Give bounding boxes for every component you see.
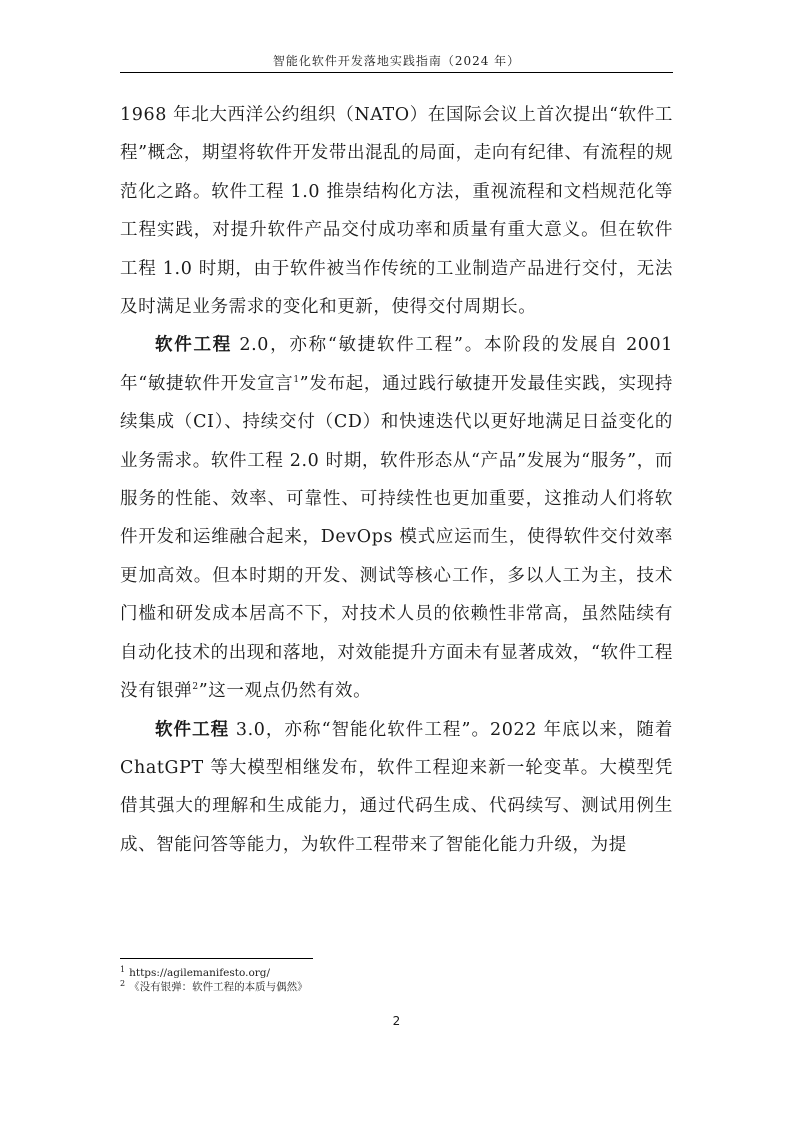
paragraph-3-text: 3.0，亦称“智能化软件工程”。2022 年底以来，随着 ChatGPT 等大模型相继发布，软件工程迎来新一轮变革。大模型凭借其强大的理解和生成能力，通过代码生成、代码续写、测试用例生成、智能问答等能力，为软件工程带来了智能化能力升级，为提 [120,719,673,855]
footnote-divider [120,958,313,959]
paragraph-1: 1968 年北大西洋公约组织（NATO）在国际会议上首次提出“软件工程”概念，期望将软件开发带出混乱的局面，走向有纪律、有流程的规范化之路。软件工程 1.0 推崇结构化方法，重视流程和文档规范化等工程实践，对提升软件产品交付成功率和质量有重大意义。但在软件工程 1.0 时期，由于软件被当作传统的工业制造产品进行交付，无法及时满足业务需求的变化和更新，使得交付周期长。 [120,105,673,318]
paragraph-2-lead: 软件工程 [155,335,233,356]
footnote-ref-1[interactable]: 1 [293,375,300,386]
paragraph-3 [120,711,673,865]
footnote-ref-2[interactable]: 2 [192,682,199,693]
footnote-mark: 2 [120,978,126,988]
footnote-1 [120,966,673,980]
footnote-mark: 1 [120,964,126,974]
body-text [120,96,673,864]
paragraph-2-text-b: ”发布起，通过践行敏捷开发最佳实践，实现持续集成（CI）、持续交付（CD）和快速迭代以更好地满足日益变化的业务需求。软件工程 2.0 时期，软件形态从“产品”发展为“服务”，而服务的性能、效率、可靠性、可持续性也更加重要，这推动人们将软件开发和运维融合起来，DevOps 模式应运而生，使得软件交付效率更加高效。但本时期的开发、测试等核心工作，多以人工为主，技术门槛和研发成本居高不下，对技术人员的依赖性非常高，虽然陆续有自动化技术的出现和落地，对效能提升方面未有显著成效，“软件工程没有银弹 [120,373,673,702]
paragraph-2-text-c: ”这一观点仍然有效。 [198,681,372,702]
page-number: 2 [392,1014,401,1028]
footnote-2 [120,980,673,994]
footnote-text: 《没有银弹：软件工程的本质与偶然》 [129,981,308,993]
paragraph-2 [120,326,673,710]
paragraph-3-lead: 软件工程 [155,719,230,740]
footnote-link[interactable]: https://agilemanifesto.org/ [129,967,271,979]
header-divider [120,72,673,73]
running-header: 智能化软件开发落地实践指南（2024 年） [272,54,521,68]
footnotes [120,966,673,994]
paragraph-2-text-a: 2.0，亦称“敏捷软件工程”。本阶段的发展自 2001 年“敏捷软件开发宣言 [120,335,674,394]
